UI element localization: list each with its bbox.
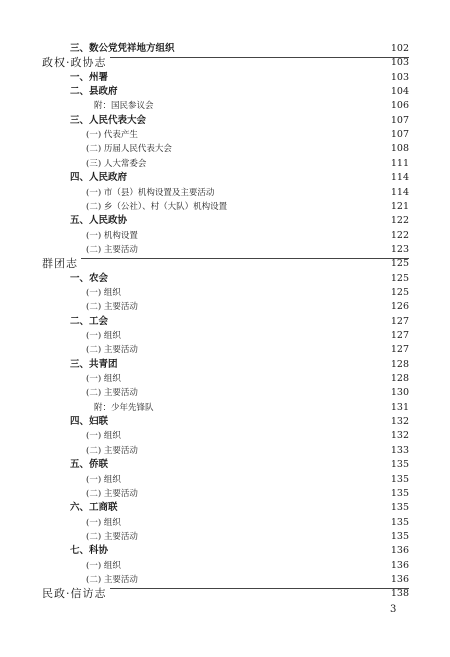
toc-entry-page: 135 [390,531,409,542]
toc-entry-label: 四、妇联 [70,414,111,430]
toc-entry [0,213,450,229]
toc-entry-label: (一) 组织 [86,472,124,488]
toc-entry-page: 103 [390,72,409,83]
toc-entry [0,385,450,401]
toc-entry-label: 附：少年先锋队 [94,400,157,416]
toc-entry-page: 132 [390,430,409,441]
toc-entry-label: 五、侨联 [70,457,111,473]
toc-entry [0,98,450,114]
toc-entry-label: 一、农会 [70,271,111,287]
toc-entry-page: 132 [390,416,409,427]
toc-entry-label: 二、县政府 [70,84,121,100]
toc-entry-label: (三) 人大常委会 [86,156,149,172]
toc-entry-label: 七、科协 [70,543,111,559]
toc-entry-page: 133 [390,445,409,456]
page-number: 3 [390,604,397,615]
toc-entry [0,170,450,186]
toc-entry-page: 107 [390,115,409,126]
toc-entry-page: 104 [390,86,409,97]
toc-section-heading [0,586,450,602]
toc-entry-label: (一) 组织 [86,328,124,344]
toc-entry-page: 136 [390,560,409,571]
toc-entry-page: 102 [390,43,409,54]
toc-entry-label: (二) 主要活动 [86,529,141,545]
toc-entry-page: 122 [390,215,409,226]
toc-entry [0,342,450,358]
toc-entry-page: 125 [390,258,409,269]
toc-section-heading [0,256,450,272]
toc-entry-page: 125 [390,273,409,284]
toc-entry-label: 二、工会 [70,314,111,330]
toc-entry [0,500,450,516]
toc-entry-page: 136 [390,574,409,585]
toc-entry-page: 103 [390,57,409,68]
toc-entry-page: 106 [390,100,409,111]
toc-entry-label: (二) 主要活动 [86,299,141,315]
toc-entry-label: (一) 组织 [86,515,124,531]
toc-entry-page: 131 [390,402,409,413]
toc-entry-page: 138 [390,588,409,599]
toc-entry-label: (二) 主要活动 [86,572,141,588]
toc-entry-label: (二) 主要活动 [86,342,141,358]
toc-entry-label: 一、州署 [70,70,111,86]
toc-entry [0,141,450,157]
toc-entry-label: (二) 乡（公社）、村（大队）机构设置 [86,199,230,215]
toc-entry [0,457,450,473]
toc-entry-page: 121 [390,201,409,212]
toc-entry-label: 三、数公党凭祥地方组织 [70,41,178,57]
toc-entry-label: 群团志 [42,256,81,272]
toc-entry [0,543,450,559]
toc-entry-label: (二) 历届人民代表大会 [86,141,175,157]
toc-entry [0,428,450,444]
toc-entry-page: 111 [390,158,409,169]
toc-entry-label: 六、工商联 [70,500,121,516]
toc-entry-label: 民政·信访志 [42,586,110,602]
toc-entry-page: 136 [390,545,409,556]
toc-entry-page: 135 [390,474,409,485]
toc-entry-page: 135 [390,488,409,499]
toc-entry-page: 130 [390,387,409,398]
toc-entry-page: 107 [390,129,409,140]
toc-entry-label: 三、人民代表大会 [70,113,149,129]
toc-entry-page: 127 [390,316,409,327]
toc-entry-page: 127 [390,344,409,355]
toc-section-heading [0,55,450,71]
toc-entry-label: (一) 市（县）机构设置及主要活动 [86,185,217,201]
toc-entry-label: 政权·政协志 [42,55,110,71]
toc-entry-page: 108 [390,143,409,154]
toc-entry-label: (二) 主要活动 [86,385,141,401]
toc-entry-page: 126 [390,301,409,312]
toc-entry-label: (一) 组织 [86,371,124,387]
toc-entry-label: (一) 组织 [86,285,124,301]
toc-entry [0,299,450,315]
toc-entry-label: 附：国民参议会 [94,98,157,114]
toc-entry-page: 135 [390,459,409,470]
toc-entry-label: (一) 机构设置 [86,228,141,244]
toc-entry-label: 五、人民政协 [70,213,130,229]
toc-entry-label: (一) 组织 [86,558,124,574]
toc-entry-page: 128 [390,373,409,384]
toc-entry-label: (一) 代表产生 [86,127,141,143]
toc-entry-page: 123 [390,244,409,255]
toc-entry-label: 三、共青团 [70,357,121,373]
toc-entry-label: (二) 主要活动 [86,486,141,502]
toc-entry-page: 114 [390,187,409,198]
toc-entry-page: 122 [390,230,409,241]
toc-entry-label: (一) 组织 [86,428,124,444]
toc-entry-label: (二) 主要活动 [86,443,141,459]
toc-entry-label: (二) 主要活动 [86,242,141,258]
toc-entry-page: 128 [390,359,409,370]
toc-entry-page: 125 [390,287,409,298]
toc-entry-page: 127 [390,330,409,341]
toc-entry-label: 四、人民政府 [70,170,130,186]
toc-entry-page: 114 [390,172,409,183]
toc-entry-page: 135 [390,502,409,513]
toc-entry-page: 135 [390,517,409,528]
